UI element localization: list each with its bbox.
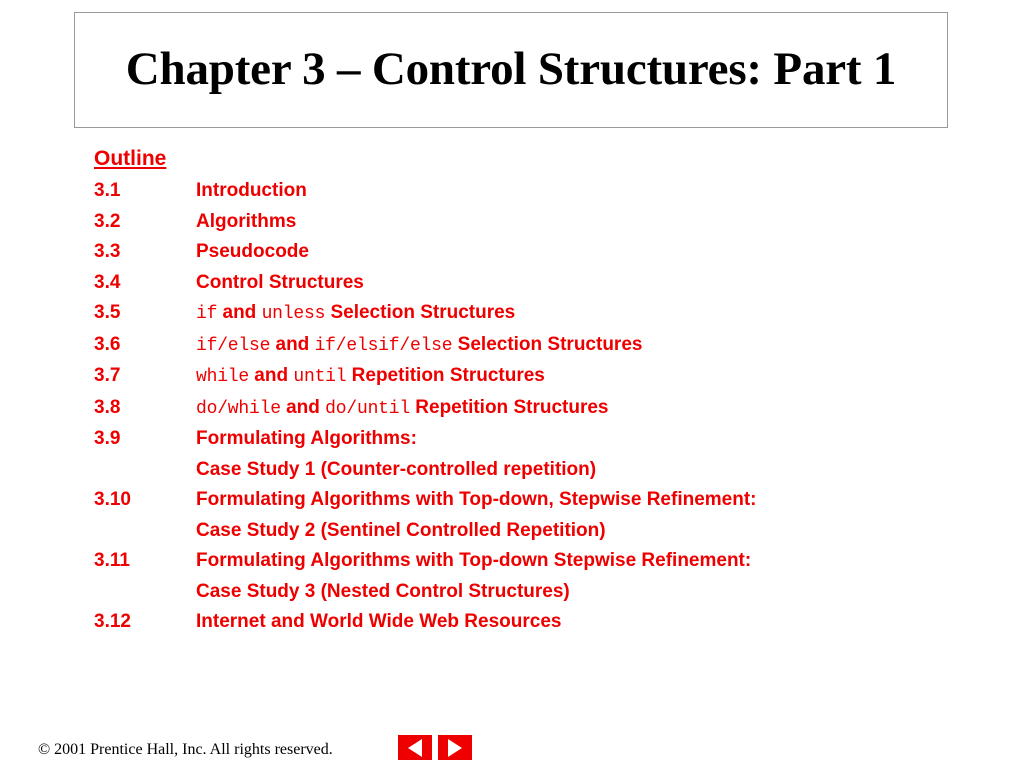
label-text: and <box>249 365 294 386</box>
code-keyword: do/while <box>196 398 281 419</box>
label-text: and <box>217 302 262 323</box>
outline-continuation-label: Case Study 3 (Nested Control Structures) <box>196 580 570 602</box>
code-keyword: if/elsif/else <box>314 335 453 356</box>
outline-item <box>94 207 994 238</box>
outline-item-label <box>196 485 994 516</box>
outline-item <box>94 330 994 362</box>
outline-item <box>94 361 994 393</box>
outline-heading: Outline <box>94 147 167 170</box>
outline-item-label <box>196 237 994 268</box>
outline-item-number: 3.2 <box>94 210 121 232</box>
outline-continuation-label: Case Study 2 (Sentinel Controlled Repetition) <box>196 519 606 541</box>
triangle-right-icon <box>448 739 462 757</box>
label-text: Formulating Algorithms with Top-down, Stepwise Refinement: <box>196 489 757 510</box>
label-text: Formulating Algorithms with Top-down Stepwise Refinement: <box>196 550 752 571</box>
label-text: Selection Structures <box>325 302 516 323</box>
outline-item-number: 3.6 <box>94 333 121 355</box>
outline-item <box>94 268 994 299</box>
outline-item-number: 3.9 <box>94 428 121 449</box>
outline-item-number: 3.7 <box>94 365 121 386</box>
outline-item <box>94 393 994 425</box>
outline-item-label <box>196 330 994 362</box>
triangle-left-icon <box>408 739 422 757</box>
label-text: Control Structures <box>196 271 364 293</box>
next-slide-button[interactable] <box>438 735 472 760</box>
code-keyword: do/until <box>325 398 410 419</box>
outline-item-continuation <box>94 516 994 547</box>
outline-item-number: 3.10 <box>94 489 131 510</box>
label-text: and <box>270 333 315 355</box>
outline-item-number: 3.3 <box>94 241 121 262</box>
outline-item <box>94 424 994 455</box>
code-keyword: unless <box>261 304 326 324</box>
outline-item-continuation <box>94 577 994 608</box>
label-text: Internet and World Wide Web Resources <box>196 611 562 632</box>
label-text: Introduction <box>196 180 307 201</box>
outline-item-label <box>196 361 994 393</box>
navigation-buttons <box>398 735 472 760</box>
outline-item-label <box>196 176 994 207</box>
outline-item-label <box>196 424 994 455</box>
code-keyword: while <box>196 367 250 387</box>
outline-item-continuation <box>94 455 994 486</box>
outline-item <box>94 485 994 516</box>
code-keyword: if/else <box>196 335 271 356</box>
outline-item-label <box>196 298 994 330</box>
label-text: Repetition Structures <box>346 365 545 386</box>
label-text: Formulating Algorithms: <box>196 428 417 449</box>
code-keyword: until <box>293 367 347 387</box>
outline-item-number: 3.12 <box>94 611 131 632</box>
outline-item-number: 3.1 <box>94 180 121 201</box>
label-text: and <box>280 396 326 418</box>
code-keyword: if <box>196 304 218 324</box>
outline-item-number: 3.5 <box>94 302 121 323</box>
outline-item-label <box>196 207 994 238</box>
outline-item-label <box>196 607 994 638</box>
outline-item <box>94 298 994 330</box>
slide-title-box <box>74 12 948 128</box>
label-text: Repetition Structures <box>410 396 609 418</box>
outline-item-number: 3.8 <box>94 396 121 418</box>
outline-item <box>94 607 994 638</box>
outline-item <box>94 546 994 577</box>
previous-slide-button[interactable] <box>398 735 432 760</box>
copyright-notice: © 2001 Prentice Hall, Inc. All rights reserved. <box>38 741 333 758</box>
outline-item <box>94 176 994 207</box>
outline-continuation-label: Case Study 1 (Counter-controlled repetition) <box>196 458 597 480</box>
outline-item-number: 3.11 <box>94 550 130 571</box>
page-title: Chapter 3 – Control Structures: Part 1 <box>125 43 897 96</box>
outline-section <box>94 146 994 638</box>
label-text: Selection Structures <box>452 333 643 355</box>
outline-item-label <box>196 393 994 425</box>
outline-heading-wrap <box>94 146 994 176</box>
outline-list <box>94 176 994 638</box>
label-text: Algorithms <box>196 210 297 232</box>
outline-item <box>94 237 994 268</box>
outline-item-number: 3.4 <box>94 271 121 293</box>
outline-item-label <box>196 268 994 299</box>
outline-item-label <box>196 546 994 577</box>
label-text: Pseudocode <box>196 241 309 262</box>
